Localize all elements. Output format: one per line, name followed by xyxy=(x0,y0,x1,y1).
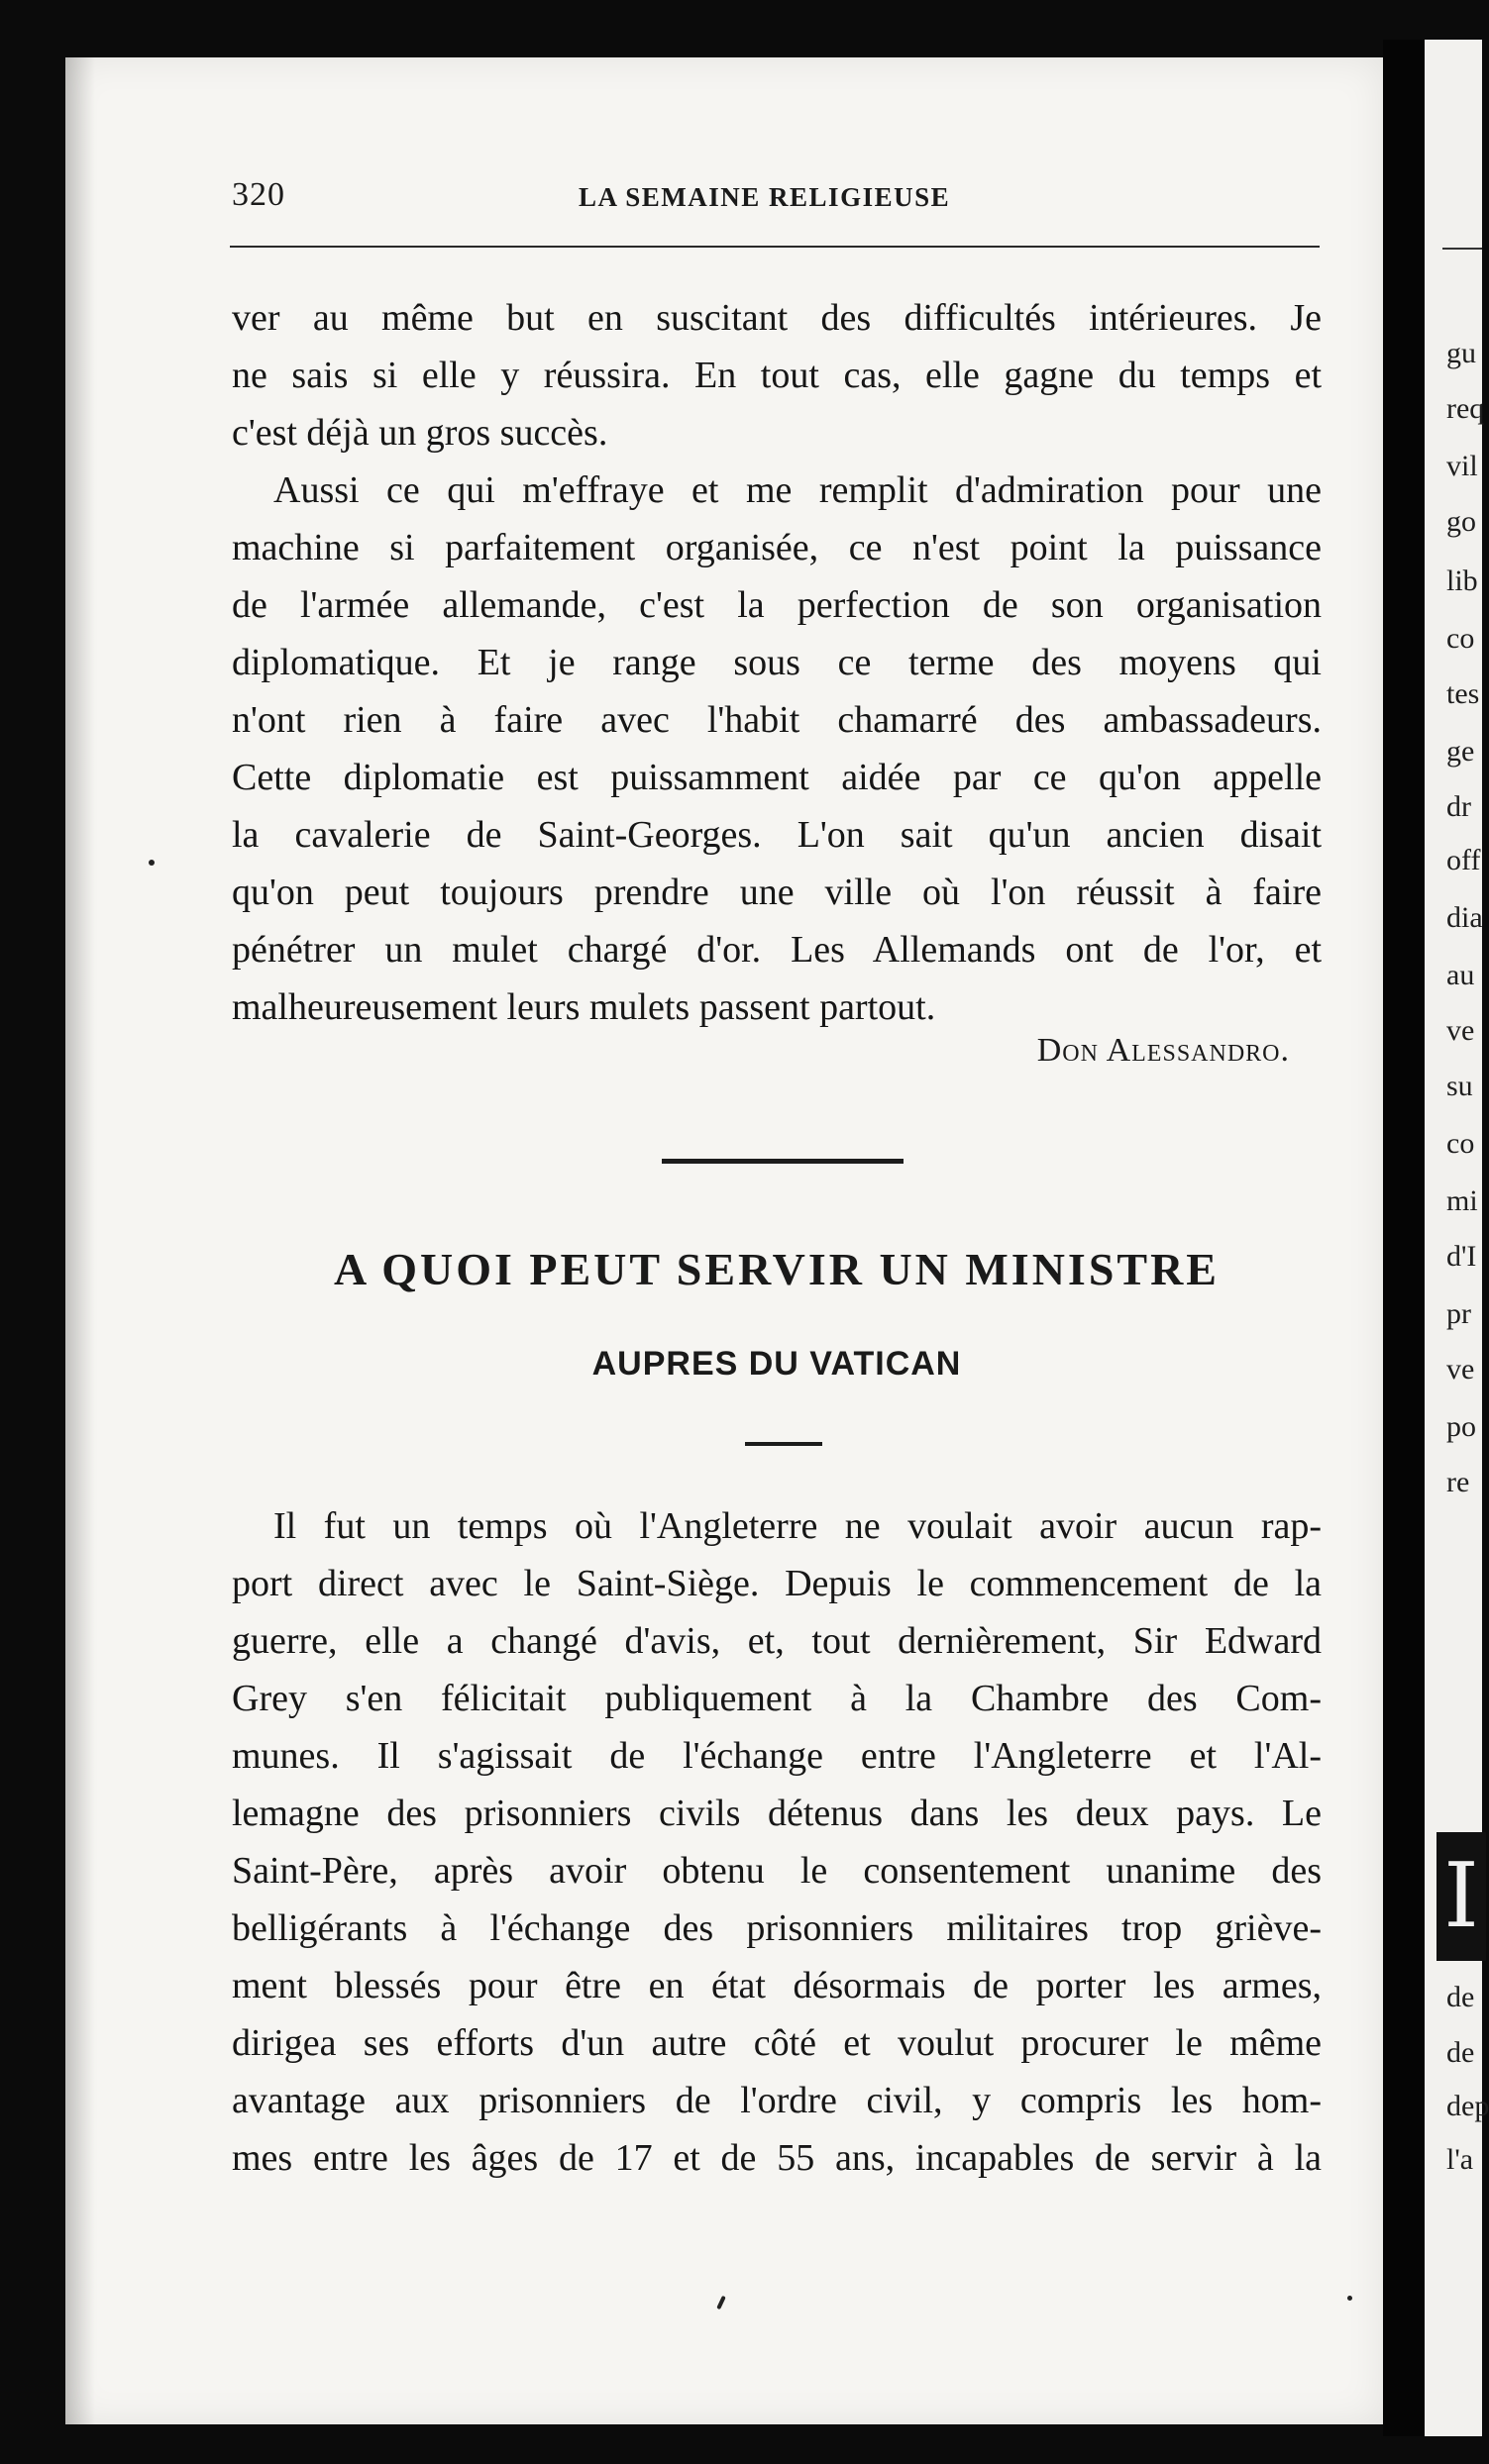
text-line: belligérants à l'échange des prisonniers militaires trop grièvе- xyxy=(232,1907,1322,1949)
text-line: Il fut un temps où l'Angleterre ne voulait avoir aucun rap- xyxy=(273,1505,1322,1547)
text-line: Saint-Père, après avoir obtenu le consentement unanime des xyxy=(232,1850,1322,1892)
facing-page-fragment: de xyxy=(1446,1981,1475,2013)
header-rule xyxy=(230,246,1320,248)
facing-page-fragment: lib xyxy=(1446,565,1478,597)
running-head xyxy=(232,176,1322,226)
facing-page-fragment: gu xyxy=(1446,337,1476,369)
text-line: Cette diplomatie est puissamment aidée par ce qu'on appelle xyxy=(232,757,1322,798)
facing-page-fragment: ve xyxy=(1446,1014,1475,1047)
section-separator xyxy=(662,1159,904,1164)
facing-page-fragment: re xyxy=(1446,1466,1470,1498)
facing-page-fragment: co xyxy=(1446,622,1475,655)
facing-page-fragment: req xyxy=(1446,392,1485,425)
author-signature: Don Alessandro. xyxy=(1036,1032,1290,1069)
page-edge-shadow xyxy=(65,57,95,2424)
facing-page-fragment: dr xyxy=(1446,790,1471,823)
text-line: pénétrer un mulet chargé d'or. Les Allemands ont de l'or, et xyxy=(232,929,1322,971)
article-subtitle: AUPRES DU VATICAN xyxy=(591,1345,962,1383)
text-line: n'ont rien à faire avec l'habit chamarré des ambassadeurs. xyxy=(232,699,1322,741)
text-line: Aussi ce qui m'effraye et me remplit d'admiration pour une xyxy=(273,469,1322,511)
article-title: A QUOI PEUT SERVIR UN MINISTRE xyxy=(334,1244,1220,1294)
scan-speck xyxy=(1347,2296,1352,2301)
facing-page-fragment: dia xyxy=(1446,901,1483,934)
article-body xyxy=(232,1497,1322,2187)
facing-page-fragment: go xyxy=(1446,505,1476,538)
facing-page-fragment: po xyxy=(1446,1410,1476,1443)
facing-page-rule xyxy=(1442,248,1482,250)
facing-page-fragment: ve xyxy=(1446,1353,1475,1386)
facing-page-fragment: dep xyxy=(1446,2090,1489,2122)
text-line: munes. Il s'agissait de l'échange entre l'Angleterre et l'Al- xyxy=(232,1735,1322,1777)
scan-speck xyxy=(149,860,155,866)
text-line: avantage aux prisonniers de l'ordre civil, y compris les hom- xyxy=(232,2080,1322,2121)
text-line: guerre, elle a changé d'avis, et, tout dernièrement, Sir Edward xyxy=(232,1620,1322,1662)
text-line: ver au même but en suscitant des difficultés intérieures. Je xyxy=(232,297,1322,339)
text-line: la cavalerie de Saint-Georges. L'on sait qu'un ancien disait xyxy=(232,814,1322,856)
text-line: machine si parfaitement organisée, ce n'est point la puissance xyxy=(232,527,1322,568)
journal-title: LA SEMAINE RELIGIEUSE xyxy=(579,182,951,212)
facing-page-strip xyxy=(1425,40,1489,2436)
text-line: lemagne des prisonniers civils détenus dans les deux pays. Le xyxy=(232,1793,1322,1834)
text-line: de l'armée allemande, c'est la perfection de son organisation xyxy=(232,584,1322,626)
facing-page-drop-cap: I xyxy=(1436,1832,1486,1961)
facing-page-fragment: mi xyxy=(1446,1184,1478,1217)
text-line: malheureusement leurs mulets passent partout. xyxy=(232,986,936,1028)
text-line: diplomatique. Et je range sous ce terme des moyens qui xyxy=(232,642,1322,683)
facing-page-fragment: pr xyxy=(1446,1297,1471,1330)
title-separator xyxy=(745,1442,822,1446)
text-line: qu'on peut toujours prendre une ville où l'on réussit à faire xyxy=(232,872,1322,913)
text-line: c'est déjà un gros succès. xyxy=(232,412,608,454)
text-line: mes entre les âges de 17 et de 55 ans, incapables de servir à la xyxy=(232,2137,1322,2179)
facing-page-fragment: de xyxy=(1446,2036,1475,2069)
facing-page-fragment: co xyxy=(1446,1127,1475,1160)
facing-page-fragment: tes xyxy=(1446,677,1480,710)
book-gutter xyxy=(1383,40,1425,2436)
facing-page-fragment: off xyxy=(1446,844,1481,876)
facing-page-fragment: ge xyxy=(1446,735,1475,768)
text-line: port direct avec le Saint-Siège. Depuis le commencement de la xyxy=(232,1563,1322,1604)
facing-page-fragment: d'I xyxy=(1446,1240,1477,1273)
facing-page-fragment: au xyxy=(1446,959,1475,991)
text-line: Grey s'en félicitait publiquement à la Chambre des Com- xyxy=(232,1678,1322,1719)
prior-article-body xyxy=(232,289,1322,1036)
facing-page-fragment: su xyxy=(1446,1070,1473,1102)
text-line: ne sais si elle y réussira. En tout cas, elle gagne du temps et xyxy=(232,355,1322,396)
text-line: ment blessés pour être en état désormais de porter les armes, xyxy=(232,1965,1322,2006)
facing-page-fragment: vil xyxy=(1446,450,1478,482)
text-line: dirigea ses efforts d'un autre côté et voulut procurer le même xyxy=(232,2022,1322,2064)
page-number: 320 xyxy=(232,176,285,213)
facing-page-fragment: l'a xyxy=(1446,2143,1474,2176)
